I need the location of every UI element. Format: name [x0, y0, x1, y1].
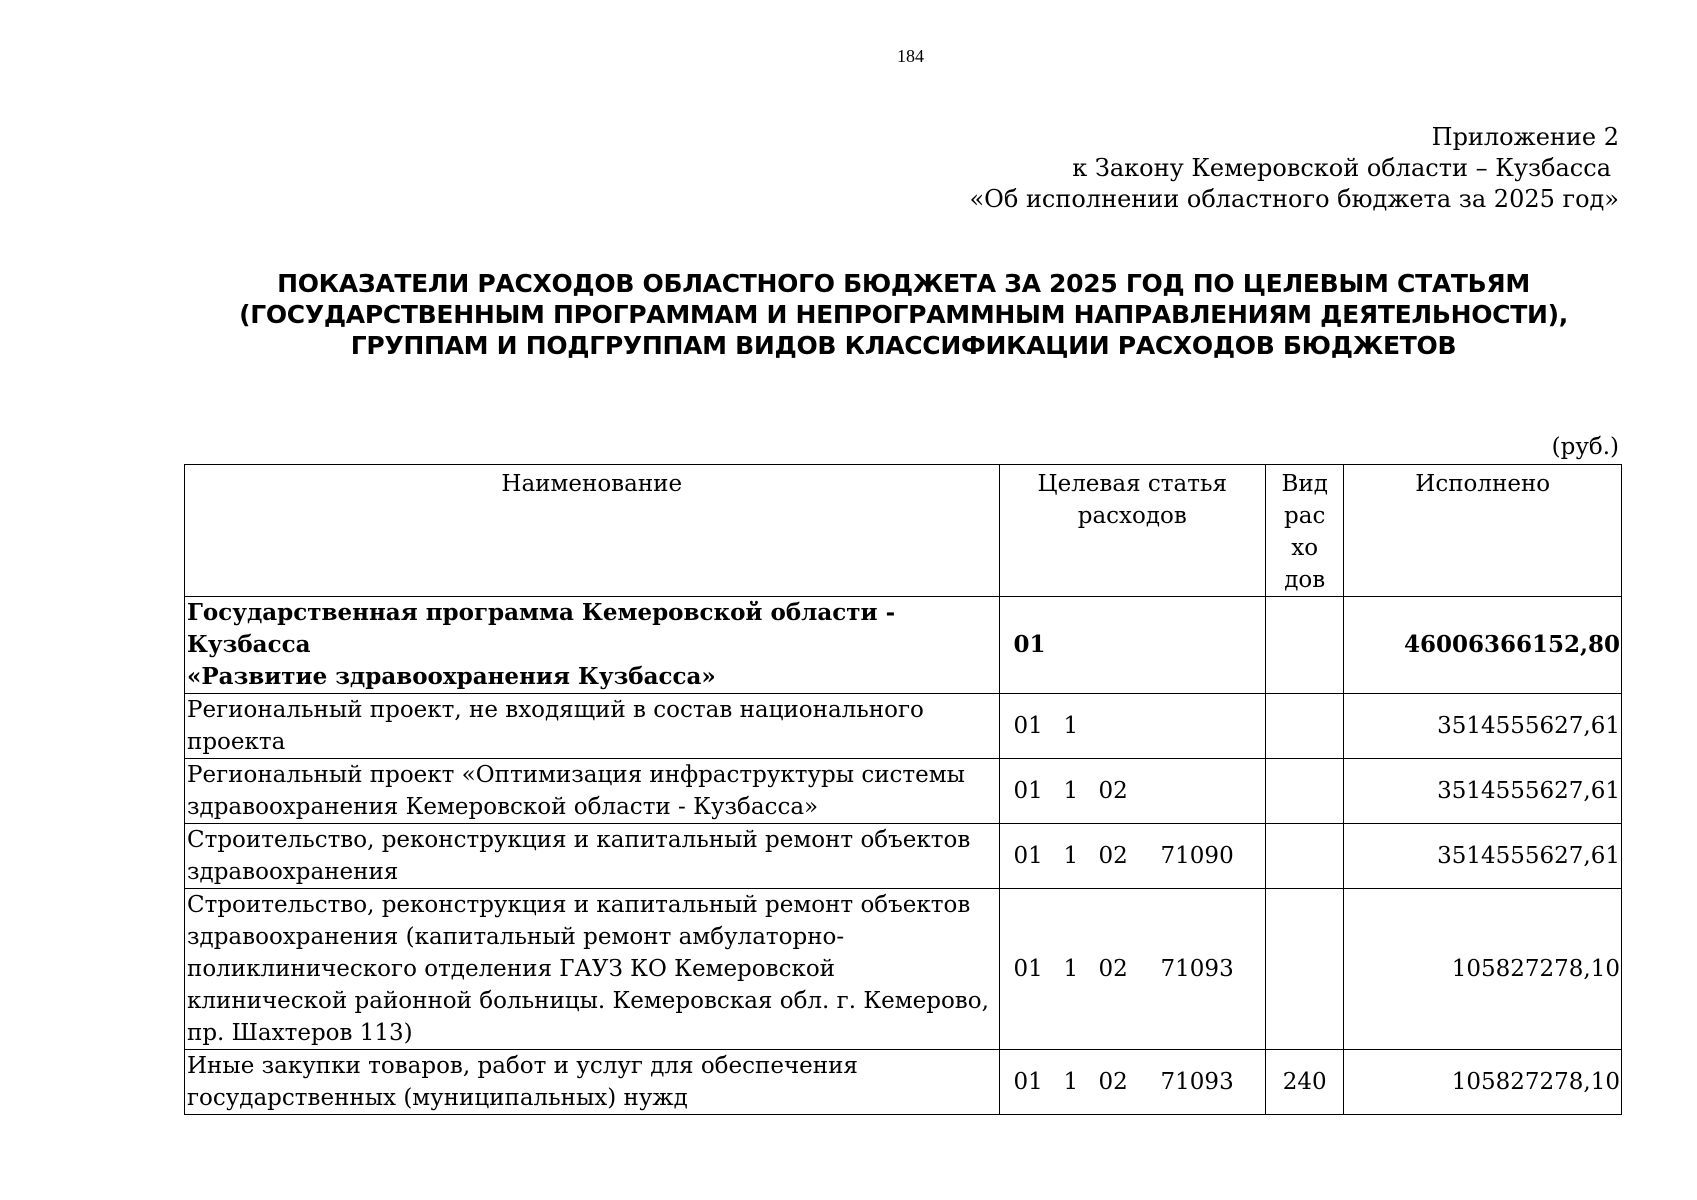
header-kind-line-1: Вид: [1281, 471, 1328, 497]
row-name-line: здравоохранения Кемеровской области - Кузбасса»: [187, 794, 819, 820]
table-row: [185, 597, 1622, 694]
header-kind: [1266, 465, 1344, 597]
row-name-line: здравоохранения: [187, 859, 399, 885]
row-sum: 3514555627,61: [1344, 694, 1622, 759]
row-code: [999, 597, 1265, 694]
row-code: [999, 889, 1265, 1050]
code-direction: 71093: [1160, 1069, 1234, 1095]
page-number: 184: [897, 46, 924, 66]
row-code: [999, 694, 1265, 759]
code-subprogram: 1: [1063, 713, 1079, 739]
document-title: [185, 268, 1622, 361]
code-program: 01: [1013, 956, 1043, 982]
row-name: [185, 889, 1000, 1050]
code-project: 02: [1098, 778, 1128, 804]
header-kind-line-3: хо: [1291, 535, 1319, 561]
header-sum: [1344, 465, 1622, 597]
table-row: [185, 889, 1622, 1050]
header-kind-line-2: рас: [1284, 503, 1326, 529]
row-code: [999, 824, 1265, 889]
title-line-3: ГРУППАМ И ПОДГРУППАМ ВИДОВ КЛАССИФИКАЦИИ РАСХОДОВ БЮДЖЕТОВ: [350, 331, 1457, 360]
row-sum: 105827278,10: [1344, 889, 1622, 1050]
row-name-line: проекта: [187, 729, 286, 755]
code-project: 02: [1098, 956, 1128, 982]
code-program: 01: [1013, 1069, 1043, 1095]
table-row: [185, 824, 1622, 889]
table-row: [185, 694, 1622, 759]
header-name: [185, 465, 1000, 597]
row-name-line: клинической районной больницы. Кемеровская обл. г. Кемерово,: [187, 988, 989, 1014]
appendix-header: [970, 122, 1620, 215]
row-code: [999, 759, 1265, 824]
code-direction: 71090: [1160, 843, 1234, 869]
code-subprogram: 1: [1063, 1069, 1079, 1095]
code-subprogram: 1: [1063, 778, 1079, 804]
header-name-label: Наименование: [501, 471, 683, 497]
row-code: [999, 1050, 1265, 1115]
row-name: [185, 1050, 1000, 1115]
row-name-line: «Развитие здравоохранения Кузбасса»: [187, 663, 716, 690]
table-row: [185, 759, 1622, 824]
row-name-line: государственных (муниципальных) нужд: [187, 1085, 688, 1111]
appendix-line-3: «Об исполнении областного бюджета за 2025 год»: [969, 185, 1619, 213]
code-program: 01: [1013, 713, 1043, 739]
title-line-1: ПОКАЗАТЕЛИ РАСХОДОВ ОБЛАСТНОГО БЮДЖЕТА ЗА 2025 ГОД ПО ЦЕЛЕВЫМ СТАТЬЯМ: [277, 269, 1530, 298]
code-program: 01: [1013, 843, 1043, 869]
row-sum: 3514555627,61: [1344, 824, 1622, 889]
units-label: (руб.): [1551, 434, 1619, 460]
row-name-line: пр. Шахтеров 113): [187, 1020, 413, 1046]
code-program: 01: [1013, 631, 1046, 658]
header-kind-line-4: дов: [1284, 567, 1326, 593]
row-name-line: здравоохранения (капитальный ремонт амбулаторно-: [187, 924, 845, 950]
code-project: 02: [1098, 843, 1128, 869]
appendix-line-2: к Закону Кемеровской области – Кузбасса: [1072, 154, 1611, 182]
code-project: 02: [1098, 1069, 1128, 1095]
table-row: [185, 1050, 1622, 1115]
appendix-line-1: Приложение 2: [1431, 123, 1619, 151]
row-name-line: Строительство, реконструкция и капитальный ремонт объектов: [187, 827, 971, 853]
row-name-line: поликлинического отделения ГАУЗ КО Кемеровской: [187, 956, 836, 982]
table-header-row: [185, 465, 1622, 597]
code-subprogram: 1: [1063, 956, 1079, 982]
header-code-line-1: Целевая статья: [1037, 471, 1227, 497]
row-sum: 46006366152,80: [1344, 597, 1622, 694]
row-kind: [1266, 759, 1344, 824]
row-sum: 105827278,10: [1344, 1050, 1622, 1115]
row-kind: [1266, 824, 1344, 889]
row-name: [185, 824, 1000, 889]
row-kind: 240: [1266, 1050, 1344, 1115]
code-program: 01: [1013, 778, 1043, 804]
row-name: [185, 597, 1000, 694]
row-name: [185, 694, 1000, 759]
code-direction: 71093: [1160, 956, 1234, 982]
row-kind: [1266, 597, 1344, 694]
title-line-2: (ГОСУДАРСТВЕННЫМ ПРОГРАММАМ И НЕПРОГРАММНЫМ НАПРАВЛЕНИЯМ ДЕЯТЕЛЬНОСТИ),: [239, 300, 1568, 329]
row-name-line: Строительство, реконструкция и капитальный ремонт объектов: [187, 892, 971, 918]
row-name-line: Региональный проект, не входящий в состав национального: [187, 697, 924, 723]
budget-table: [184, 464, 1622, 1115]
header-sum-label: Исполнено: [1415, 471, 1551, 497]
row-kind: [1266, 694, 1344, 759]
header-code-line-2: расходов: [1077, 503, 1187, 529]
code-subprogram: 1: [1063, 843, 1079, 869]
row-name: [185, 759, 1000, 824]
row-sum: 3514555627,61: [1344, 759, 1622, 824]
row-name-line: Государственная программа Кемеровской области - Кузбасса: [187, 599, 896, 658]
row-name-line: Иные закупки товаров, работ и услуг для обеспечения: [187, 1053, 858, 1079]
row-kind: [1266, 889, 1344, 1050]
header-code: [999, 465, 1265, 597]
row-name-line: Региональный проект «Оптимизация инфраструктуры системы: [187, 762, 965, 788]
